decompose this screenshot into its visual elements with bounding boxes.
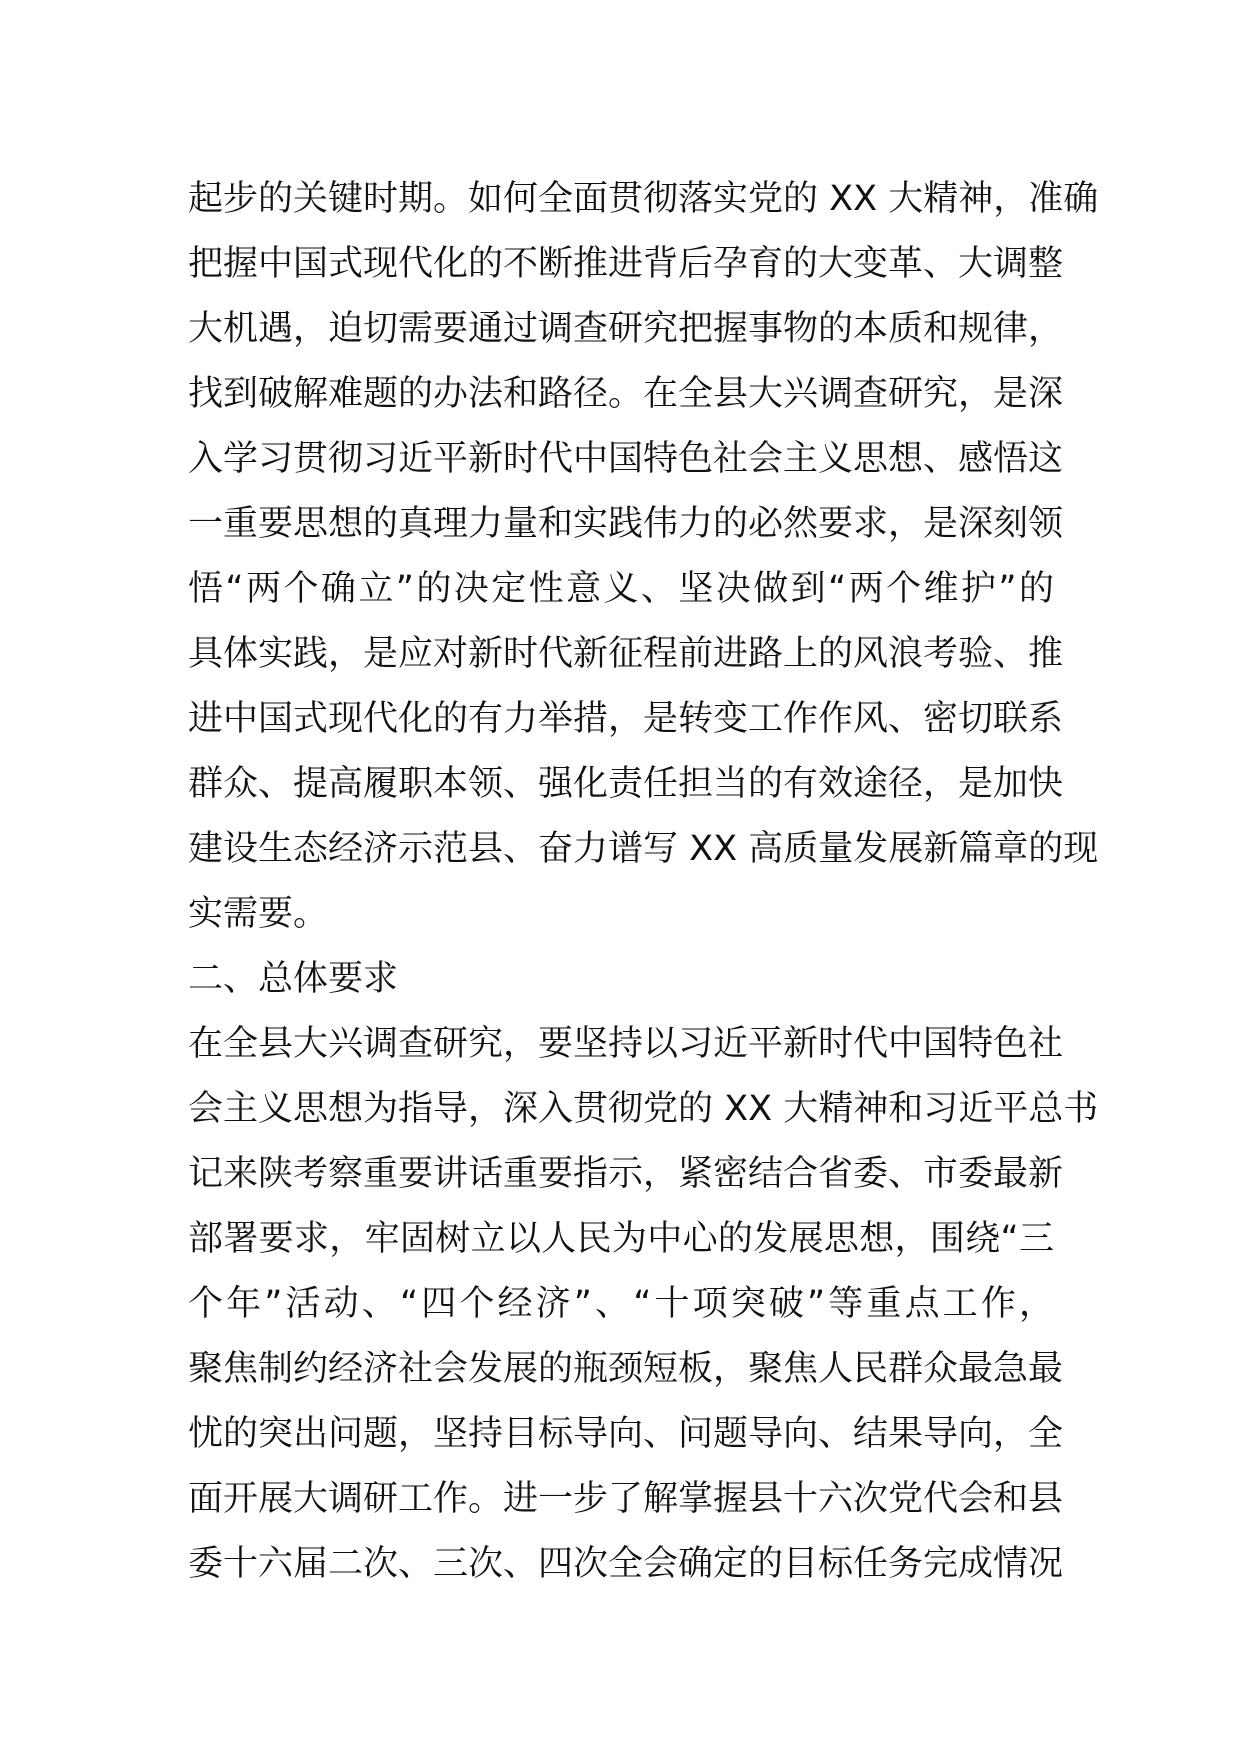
text-line: 会主义思想为指导，深入贯彻党的 XX 大精神和习近平总书 — [188, 1089, 1099, 1129]
text-line: 入学习贯彻习近平新时代中国特色社会主义思想、感悟这 — [188, 439, 1064, 479]
paragraph-general-requirements — [188, 1012, 1099, 1597]
text-line: 找到破解难题的办法和路径。在全县大兴调查研究，是深 — [188, 374, 1064, 414]
text-line: 悟“两个确立”的决定性意义、坚决做到“两个维护”的 — [188, 569, 1054, 609]
text-line: 部署要求，牢固树立以人民为中心的发展思想，围绕“三 — [188, 1219, 1054, 1259]
text-line: 面开展大调研工作。进一步了解掌握县十六次党代会和县 — [188, 1479, 1064, 1519]
text-line: 实需要。 — [188, 894, 329, 934]
paragraph-significance — [188, 167, 1099, 947]
text-line: 在全县大兴调查研究，要坚持以习近平新时代中国特色社 — [188, 1024, 1064, 1064]
text-line: 记来陕考察重要讲话重要指示，紧密结合省委、市委最新 — [188, 1154, 1064, 1194]
text-line: 建设生态经济示范县、奋力谱写 XX 高质量发展新篇章的现 — [188, 829, 1099, 869]
text-line: 具体实践，是应对新时代新征程前进路上的风浪考验、推 — [188, 634, 1064, 674]
text-line: 进中国式现代化的有力举措，是转变工作作风、密切联系 — [188, 699, 1064, 739]
section-heading: 二、总体要求 — [188, 959, 399, 999]
text-line: 委十六届二次、三次、四次全会确定的目标任务完成情况 — [188, 1544, 1064, 1584]
text-line: 个年”活动、“四个经济”、“十项突破”等重点工作， — [188, 1284, 1054, 1324]
text-line: 起步的关键时期。如何全面贯彻落实党的 XX 大精神，准确 — [188, 179, 1099, 219]
document-body — [188, 167, 1099, 1597]
text-line: 群众、提高履职本领、强化责任担当的有效途径，是加快 — [188, 764, 1064, 804]
text-line: 一重要思想的真理力量和实践伟力的必然要求，是深刻领 — [188, 504, 1064, 544]
text-line: 聚焦制约经济社会发展的瓶颈短板，聚焦人民群众最急最 — [188, 1349, 1064, 1389]
text-line: 忧的突出问题，坚持目标导向、问题导向、结果导向，全 — [188, 1414, 1064, 1454]
text-line: 大机遇，迫切需要通过调查研究把握事物的本质和规律， — [188, 309, 1064, 349]
text-line: 把握中国式现代化的不断推进背后孕育的大变革、大调整 — [188, 244, 1064, 284]
